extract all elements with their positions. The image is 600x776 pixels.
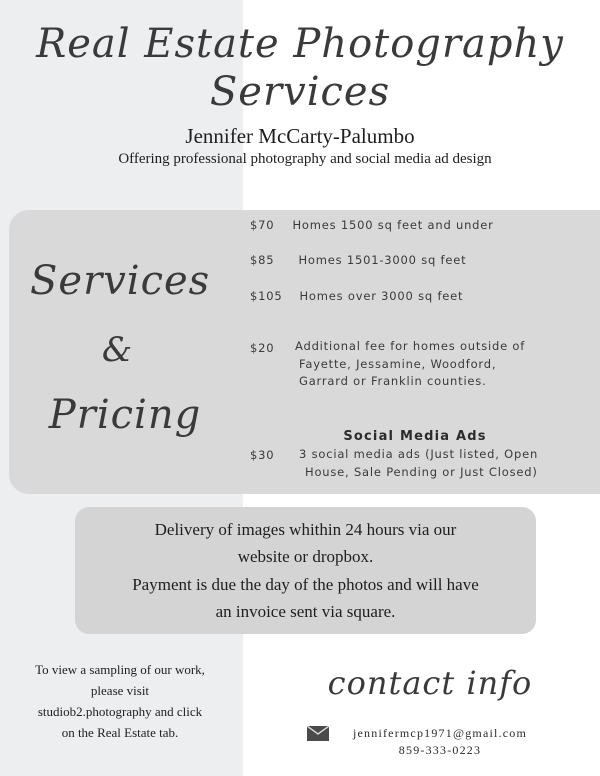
social-media-line: 3 social media ads (Just listed, Open (299, 447, 539, 461)
delivery-line: Delivery of images whithin 24 hours via our (154, 520, 457, 539)
price-amount: $85 (250, 253, 275, 267)
contact-phone[interactable]: 859-333-0223 (398, 743, 482, 757)
contact-info-heading: contact info (327, 664, 533, 702)
price-item (250, 218, 494, 232)
sampling-line: To view a sampling of our work, (35, 662, 205, 677)
additional-fee-line: Garrard or Franklin counties. (299, 374, 487, 388)
price-amount: $70 (250, 218, 275, 232)
social-media-line: House, Sale Pending or Just Closed) (305, 464, 538, 479)
social-media-ads-heading: Social Media Ads (343, 429, 487, 444)
payment-line: Payment is due the day of the photos and will have (132, 575, 479, 594)
price-description: Homes 1500 sq feet and under (292, 218, 494, 232)
sampling-line: studiob2.photography and click (37, 704, 203, 719)
sampling-line: please visit (90, 683, 150, 698)
payment-line: an invoice sent via square. (215, 602, 396, 621)
additional-fee-text (295, 338, 595, 391)
side-heading-pricing: Pricing (48, 392, 202, 438)
tagline: Offering professional photography and social media ad design (118, 151, 492, 167)
page-title-line-2: Services (209, 69, 391, 115)
additional-fee-price: $20 (250, 341, 275, 355)
social-media-text (299, 446, 589, 481)
sampling-line: on the Real Estate tab. (61, 725, 179, 740)
envelope-icon (307, 726, 329, 741)
social-media-price: $30 (250, 448, 275, 462)
price-item (250, 253, 466, 267)
price-description: Homes over 3000 sq feet (299, 289, 464, 303)
additional-fee-line: Additional fee for homes outside of (295, 339, 526, 353)
contact-email[interactable]: jennifermcp1971@gmail.com (352, 726, 527, 740)
photographer-name: Jennifer McCarty-Palumbo (185, 124, 415, 148)
additional-fee-line: Fayette, Jessamine, Woodford, (299, 356, 497, 371)
side-heading-services: Services (30, 258, 211, 304)
delivery-line: website or dropbox. (237, 547, 374, 566)
price-item (250, 289, 463, 303)
price-description: Homes 1501-3000 sq feet (298, 253, 467, 267)
page-title-line-1: Real Estate Photography (36, 21, 564, 67)
side-heading-ampersand: & (101, 330, 134, 370)
price-amount: $105 (250, 289, 283, 303)
